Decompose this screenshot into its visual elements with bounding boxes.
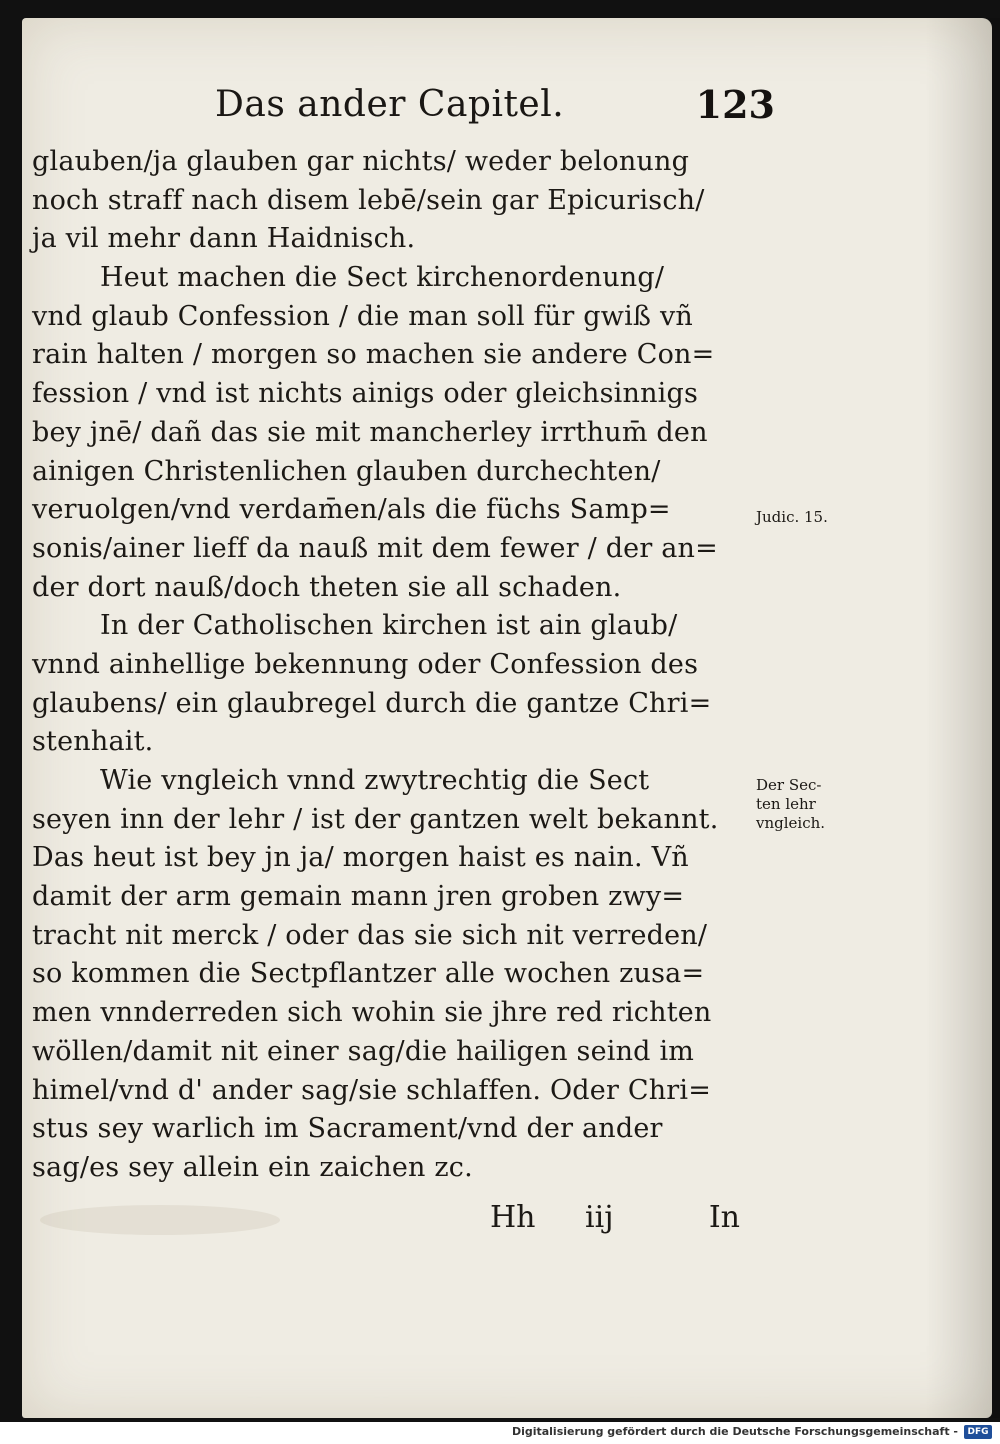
text-line: seyen inn der lehr / ist der gantzen welt bekannt. [32, 803, 719, 835]
text-line: wöllen/damit nit einer sag/die hailigen seind im [32, 1035, 695, 1067]
signature-number: iij [585, 1200, 614, 1235]
page-header [215, 78, 775, 128]
catchword: In [708, 1200, 740, 1235]
text-line: vnd glaub Confession / die man soll für gwiß vñ [32, 300, 693, 332]
text-line: so kommen die Sectpflantzer alle wochen zusa= [32, 958, 705, 990]
text-line: veruolgen/vnd verdam̄en/als die füchs Samp= [32, 494, 671, 526]
text-line: vnnd ainhellige bekennung oder Confession des [32, 648, 699, 680]
funding-credit: Digitalisierung gefördert durch die Deutsche Forschungsgemeinschaft - [511, 1425, 958, 1438]
signature-mark: Hh [490, 1200, 536, 1235]
text-line: Wie vngleich vnnd zwytrechtig die Sect [100, 765, 650, 796]
text-line: ainigen Christenlichen glauben durchechten/ [32, 455, 661, 487]
text-line: Das heut ist bey jn ja/ morgen haist es nain. Vñ [32, 842, 689, 874]
body-text [32, 143, 762, 1188]
signature-line [490, 1200, 740, 1244]
paper-stain [40, 1205, 280, 1235]
text-line: tracht nit merck / oder das sie sich nit verreden/ [32, 919, 708, 951]
text-line: glaubens/ ein glaubregel durch die gantze Chri= [32, 687, 712, 719]
text-line: stus sey warlich im Sacrament/vnd der ander [32, 1113, 663, 1145]
text-line: sonis/ainer lieff da nauß mit dem fewer / der an= [32, 532, 718, 564]
marginal-note-line: ten lehr [756, 795, 816, 813]
text-line: In der Catholischen kirchen ist ain glaub/ [100, 610, 678, 642]
text-line: noch straff nach disem lebē/sein gar Epicurisch/ [32, 184, 705, 216]
text-line: bey jnē/ dañ das sie mit mancherley irrthum̄ den [32, 416, 708, 448]
running-title: Das ander Capitel. [215, 84, 565, 125]
marginal-note-sects [756, 776, 825, 833]
page-number: 123 [695, 82, 775, 127]
text-line: fession / vnd ist nichts ainigs oder gleichsinnigs [32, 378, 699, 410]
text-line: himel/vnd d' ander sag/sie schlaffen. Oder Chri= [32, 1074, 712, 1106]
marginal-note-line: Der Sec- [756, 776, 822, 794]
text-line: sag/es sey allein ein zaichen zc. [32, 1151, 473, 1183]
page-edge-shadow [925, 18, 1000, 1418]
text-line: damit der arm gemain mann jren groben zwy= [32, 881, 685, 913]
text-line: glauben/ja glauben gar nichts/ weder belonung [32, 146, 690, 177]
text-line: stenhait. [32, 726, 154, 758]
dfg-logo: DFG [964, 1425, 992, 1439]
text-line: Heut machen die Sect kirchenordenung/ [100, 262, 665, 294]
marginal-note-judic: Judic. 15. [756, 508, 828, 526]
text-line: ja vil mehr dann Haidnisch. [32, 223, 416, 255]
footer-bar [0, 1422, 1000, 1444]
marginal-note-line: vngleich. [756, 814, 826, 832]
text-line: rain halten / morgen so machen sie andere Con= [32, 339, 715, 371]
text-line: der dort nauß/doch theten sie all schaden. [32, 571, 622, 603]
text-line: men vnnderreden sich wohin sie jhre red richten [32, 997, 712, 1029]
